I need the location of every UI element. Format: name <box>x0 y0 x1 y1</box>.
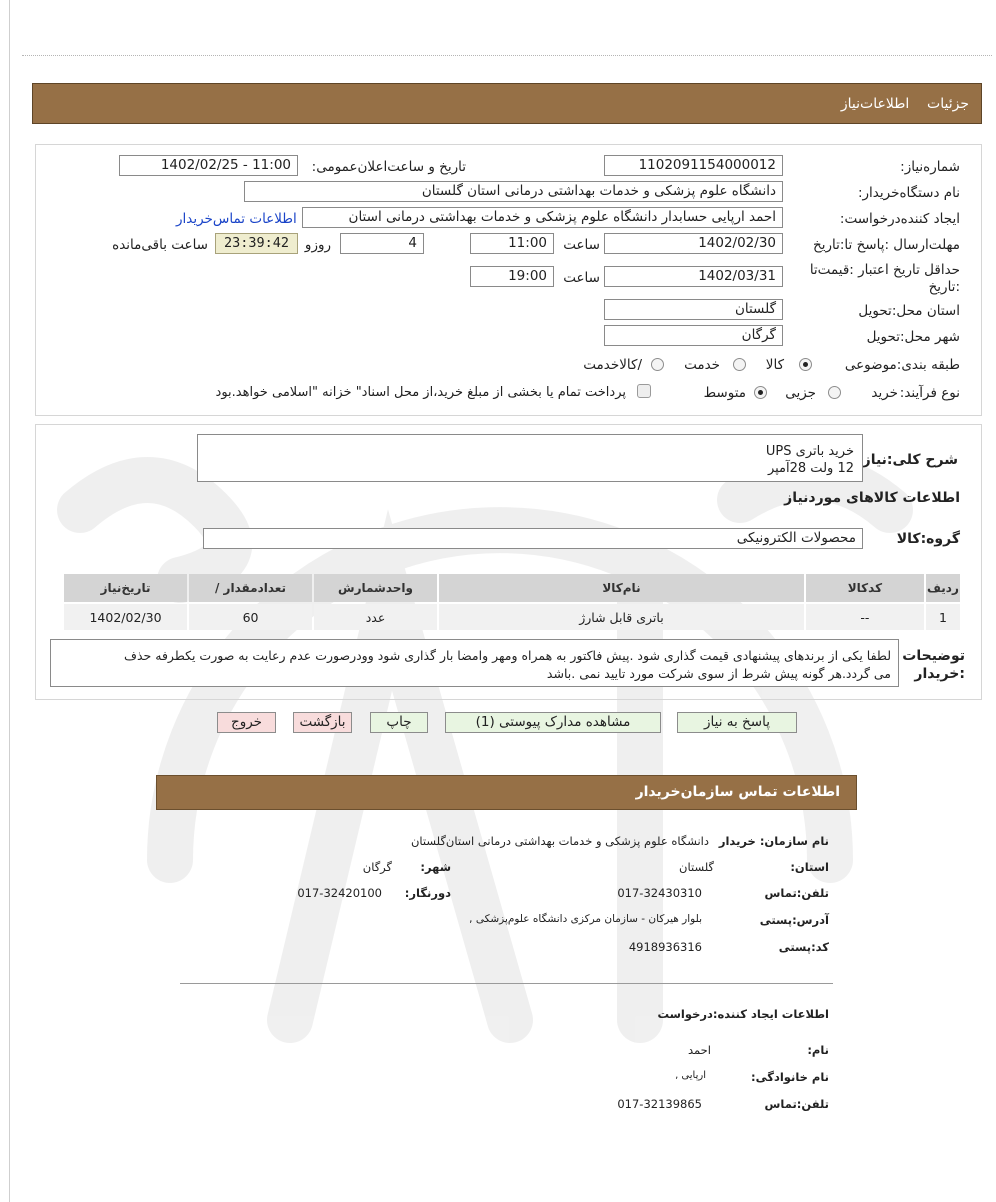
province-label: استان محل:تحویل <box>858 303 960 319</box>
table-header-row <box>64 574 960 602</box>
creator-family-value: ارپایی , <box>675 1070 706 1081</box>
radio-goods-service[interactable] <box>651 358 664 371</box>
top-divider <box>22 55 992 56</box>
col-code: کدکالا <box>806 574 924 602</box>
deadline-time-field: 11:00 <box>470 233 554 254</box>
description-box <box>197 434 863 482</box>
payment-checkbox[interactable] <box>637 384 651 398</box>
buyer-org-field: دانشگاه علوم پزشکی و خدمات بهداشتی درمانی استان گلستان <box>244 181 783 202</box>
contact-divider <box>180 983 833 984</box>
announce-field: 1402/02/25 - 11:00 <box>119 155 298 176</box>
notes-box <box>50 639 899 687</box>
goods-group-field: محصولات الکترونیکی <box>203 528 863 549</box>
category-label: طبقه بندی:موضوعی <box>844 357 960 373</box>
validity-date-field: 1402/03/31 <box>604 266 783 287</box>
description-line-1: خرید باتری UPS <box>765 444 854 459</box>
table-row <box>64 604 960 630</box>
fax-value: 017-32420100 <box>297 886 382 900</box>
col-unit: واحدشمارش <box>314 574 437 602</box>
description-label: شرح کلی:نیاز <box>862 452 958 468</box>
notes-label-1: توضیحات <box>902 648 965 664</box>
process-label: نوع فرآیند: <box>899 385 960 401</box>
buyer-org-label: نام دستگاه‌خریدار: <box>857 185 960 201</box>
radio-goods-service-label: /کالاخدمت <box>583 357 642 373</box>
view-documents-button[interactable]: مشاهده مدارک پیوستی (1) <box>445 712 661 733</box>
org-label: نام سازمان: خریدار <box>718 834 829 848</box>
reply-button[interactable]: پاسخ به نیاز <box>677 712 797 733</box>
org-value: دانشگاه علوم پزشکی و خدمات بهداشتی درمانی استان‌گلستان <box>410 834 709 848</box>
creator-phone-label: تلفن:تماس <box>764 1097 829 1111</box>
province-field: گلستان <box>604 299 783 320</box>
goods-group-label: گروه:کالا <box>896 531 960 547</box>
radio-goods-label: کالا <box>765 357 784 373</box>
requester-label: ایجاد کننده‌درخواست: <box>839 211 960 227</box>
cell-unit: عدد <box>314 604 437 630</box>
buyer-contact-link[interactable]: اطلاعات تماس‌خریدار <box>176 211 297 227</box>
contact-phone-label: تلفن:تماس <box>764 886 829 900</box>
creator-info-title: اطلاعات ایجاد کننده:درخواست <box>657 1007 829 1021</box>
cell-qty: 60 <box>189 604 312 630</box>
radio-medium-label: متوسط <box>703 385 746 401</box>
exit-button[interactable]: خروج <box>217 712 276 733</box>
deadline-time-label: ساعت <box>563 237 600 253</box>
contact-province-value: گلستان <box>679 860 714 874</box>
buyer-contact-header <box>156 775 857 810</box>
description-line-2: 12 ولت 28آمپر <box>767 461 854 476</box>
col-qty: تعدادمقدار / <box>189 574 312 602</box>
contact-province-label: استان: <box>790 860 829 874</box>
need-number-label: شماره‌نیاز: <box>900 159 960 175</box>
buyer-contact-title: اطلاعات تماس سازمان‌خریدار <box>635 784 840 800</box>
days-field: 4 <box>340 233 424 254</box>
cell-row: 1 <box>926 604 960 630</box>
notes-line-1: لطفا یکی از برندهای پیشنهادی قیمت گذاری شود .پیش فاکتور به همراه ومهر وامضا بار گذاری شود وودرصورت عدم رعایت به صورت یکطرفه حذف <box>124 648 891 663</box>
address-label: آدرس:پستی <box>759 913 829 927</box>
radio-small[interactable] <box>828 386 841 399</box>
contact-city-value: گرگان <box>362 860 392 874</box>
requester-field: احمد ارپایی حسابدار دانشگاه علوم پزشکی و خدمات بهداشتی درمانی استان <box>302 207 783 228</box>
cell-name: باتری قابل شارژ <box>439 604 804 630</box>
remaining-timer: 23:39:42 <box>215 233 298 254</box>
creator-name-value: احمد <box>688 1043 711 1057</box>
validity-time-field: 19:00 <box>470 266 554 287</box>
city-label: شهر محل:تحویل <box>866 329 960 345</box>
process-buy-label: خرید <box>871 385 898 401</box>
radio-medium[interactable] <box>754 386 767 399</box>
cell-code: -- <box>806 604 924 630</box>
validity-label-1: حداقل تاریخ اعتبار :قیمت‌تا <box>809 262 960 278</box>
city-field: گرگان <box>604 325 783 346</box>
creator-name-label: نام: <box>807 1043 829 1057</box>
col-name: نام‌کالا <box>439 574 804 602</box>
col-row: ردیف <box>926 574 960 602</box>
col-date: تاریخ‌نیاز <box>64 574 187 602</box>
goods-table <box>62 572 962 632</box>
tab-details[interactable]: جزئیات <box>927 96 969 112</box>
contact-city-label: شهر: <box>420 860 451 874</box>
remaining-label: ساعت باقی‌مانده <box>112 237 208 253</box>
validity-time-label: ساعت <box>563 270 600 286</box>
contact-phone-value: 017-32430310 <box>617 886 702 900</box>
notes-line-2: می گردد.هر گونه پیش شرط از سوی شرکت مورد تایید نمی .باشد <box>546 666 891 681</box>
radio-service[interactable] <box>733 358 746 371</box>
radio-goods[interactable] <box>799 358 812 371</box>
radio-small-label: جزیی <box>785 385 816 401</box>
page-left-border <box>9 0 10 1202</box>
postal-code-value: 4918936316 <box>628 940 702 954</box>
days-label: روزو <box>304 237 331 253</box>
postal-code-label: کد:پستی <box>778 940 829 954</box>
deadline-label: مهلت‌ارسال :پاسخ تا:تاریخ <box>813 237 960 253</box>
creator-family-label: نام خانوادگی: <box>751 1070 829 1084</box>
fax-label: دورنگار: <box>404 886 451 900</box>
tab-need-info[interactable]: اطلاعات‌نیاز <box>840 96 910 112</box>
need-number-field: 1102091154000012 <box>604 155 783 176</box>
print-button[interactable]: چاپ <box>370 712 428 733</box>
announce-label: تاریخ و ساعت‌اعلان‌عمومی: <box>311 159 466 175</box>
radio-service-label: خدمت <box>684 357 720 373</box>
details-header <box>32 83 982 124</box>
validity-label-2: :تاریخ <box>928 279 960 295</box>
deadline-date-field: 1402/02/30 <box>604 233 783 254</box>
notes-label-2: :خریدار <box>914 666 965 682</box>
payment-note: پرداخت تمام یا بخشی از مبلغ خرید،از محل اسناد" خزانه "اسلامی خواهد.بود <box>215 385 626 400</box>
back-button[interactable]: بازگشت <box>293 712 352 733</box>
cell-date: 1402/02/30 <box>64 604 187 630</box>
address-value: بلوار هیرکان - سازمان مرکزی دانشگاه علوم‌پزشکی , <box>469 913 702 925</box>
goods-info-title: اطلاعات کالاهای موردنیاز <box>784 490 960 506</box>
creator-phone-value: 017-32139865 <box>617 1097 702 1111</box>
